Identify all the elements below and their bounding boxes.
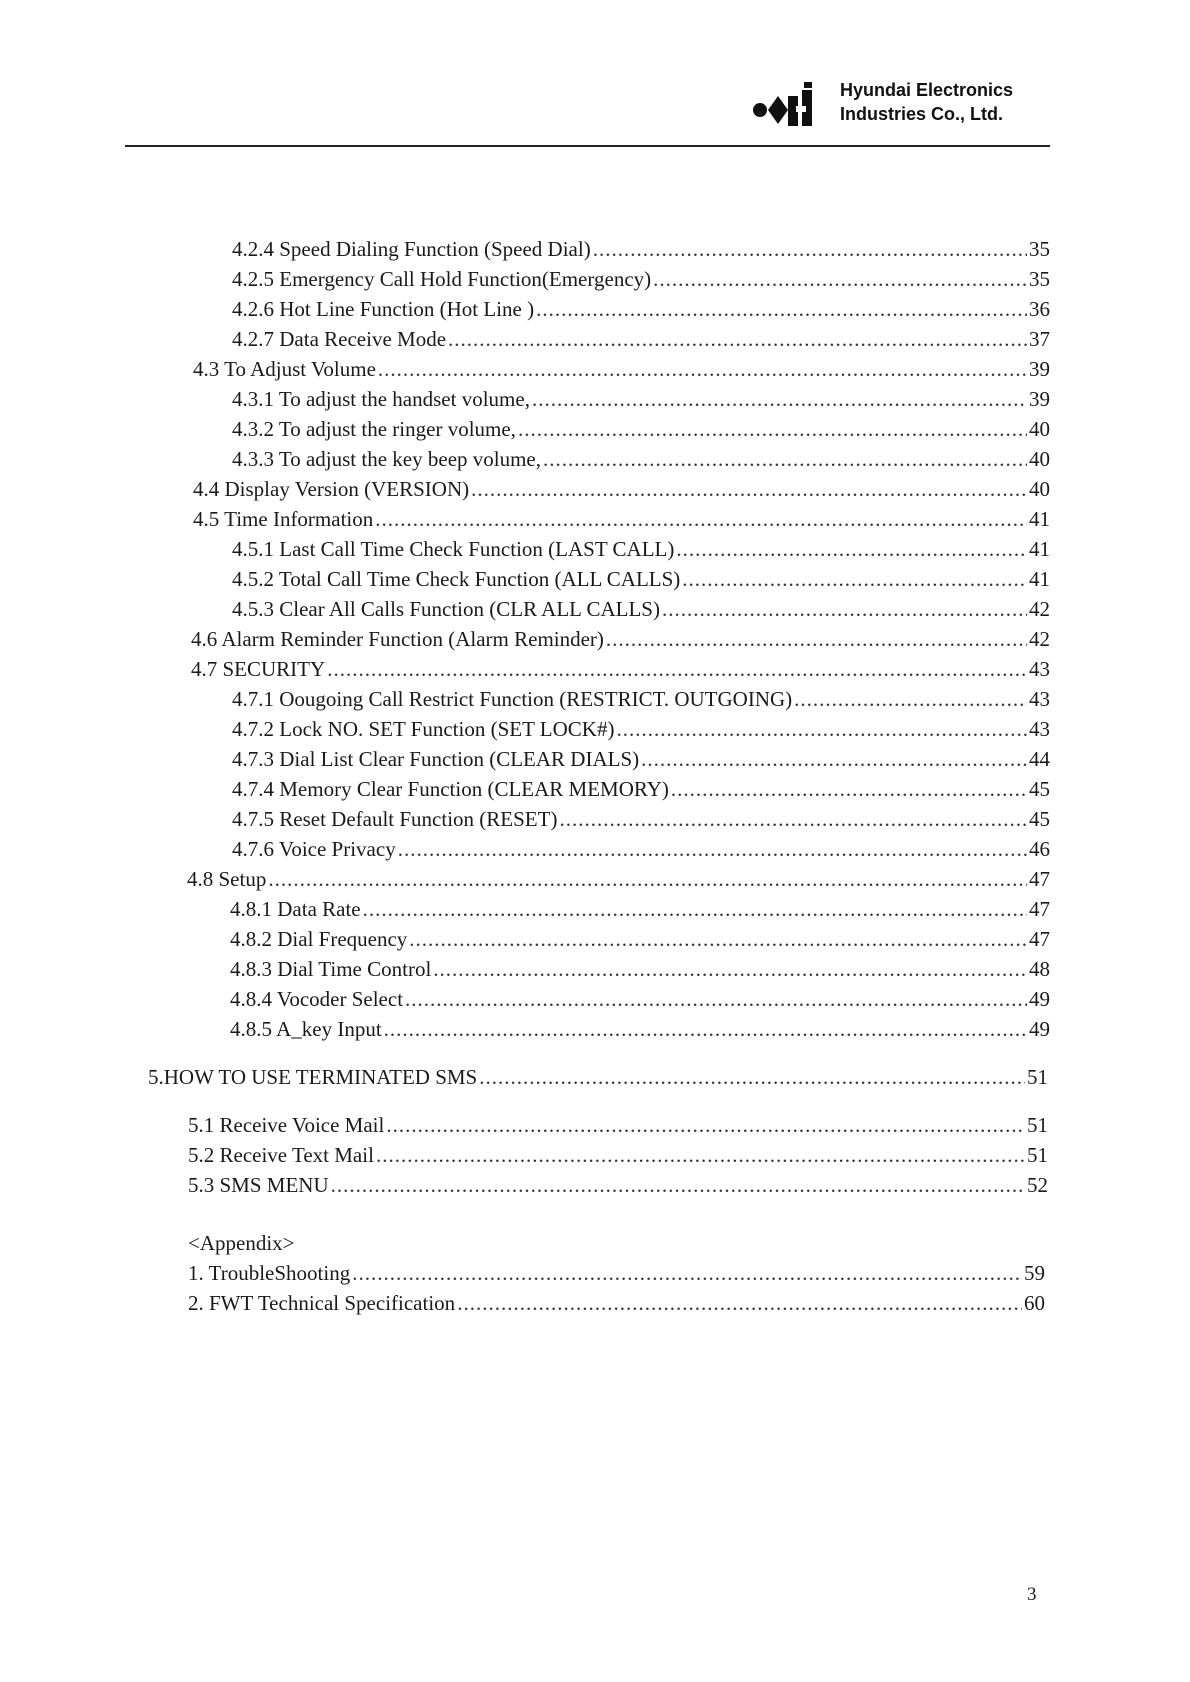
toc-entry-page: 39 xyxy=(1029,387,1050,411)
toc-entry-page: 47 xyxy=(1029,927,1050,951)
toc-entry-label: 4.8.3 Dial Time Control xyxy=(230,957,432,981)
dot-leader xyxy=(682,566,1027,592)
toc-entry xyxy=(232,836,1050,862)
toc-entry-label: 4.3.2 To adjust the ringer volume, xyxy=(232,417,516,441)
appendix-heading: <Appendix> xyxy=(188,1231,295,1255)
toc-entry xyxy=(230,956,1050,982)
toc-entry xyxy=(187,866,1050,892)
toc-entry xyxy=(232,686,1050,712)
toc-entry-page: 47 xyxy=(1029,897,1050,921)
toc-entry-page: 43 xyxy=(1029,687,1050,711)
dot-leader xyxy=(398,836,1027,862)
dot-leader xyxy=(405,986,1027,1012)
toc-entry xyxy=(232,236,1050,262)
toc-entry-page: 37 xyxy=(1029,327,1050,351)
toc-entry-page: 41 xyxy=(1029,537,1050,561)
toc-entry xyxy=(193,476,1050,502)
dot-leader xyxy=(378,356,1027,382)
appendix-entry-page: 59 xyxy=(1024,1261,1045,1285)
toc-entry-page: 45 xyxy=(1029,777,1050,801)
toc-entry-label: 4.7.1 Oougoing Call Restrict Function (RESTRICT. OUTGOING) xyxy=(232,687,793,711)
dot-leader xyxy=(653,266,1027,292)
toc-entry-page: 41 xyxy=(1029,507,1050,531)
toc-entry-label: 4.5.3 Clear All Calls Function (CLR ALL CALLS) xyxy=(232,597,660,621)
dot-leader xyxy=(331,1172,1025,1198)
toc-entry xyxy=(232,806,1050,832)
toc-entry-page: 44 xyxy=(1029,747,1050,771)
toc-entry-label: 5.1 Receive Voice Mail xyxy=(188,1113,385,1137)
toc-entry-label: 4.2.7 Data Receive Mode xyxy=(232,327,447,351)
dot-leader xyxy=(559,806,1027,832)
dot-leader xyxy=(363,896,1027,922)
toc-entry-label: 4.3.3 To adjust the key beep volume, xyxy=(232,447,542,471)
toc-entry-label: 4.3.1 To adjust the handset volume, xyxy=(232,387,530,411)
toc-entry-label: 4.8.1 Data Rate xyxy=(230,897,361,921)
appendix-entry xyxy=(188,1260,1045,1286)
appendix-entry-label: 2. FWT Technical Specification xyxy=(188,1291,456,1315)
toc-entry-page: 48 xyxy=(1029,957,1050,981)
toc-entry xyxy=(191,626,1050,652)
toc-entry xyxy=(188,1142,1048,1168)
toc-entry xyxy=(193,506,1050,532)
toc-entry-page: 40 xyxy=(1029,417,1050,441)
dot-leader xyxy=(676,536,1027,562)
toc-entry-page: 40 xyxy=(1029,447,1050,471)
toc-entry-page: 51 xyxy=(1027,1065,1048,1089)
dot-leader xyxy=(593,236,1027,262)
toc-entry-label: 5.HOW TO USE TERMINATED SMS xyxy=(148,1065,478,1089)
toc-entry-page: 42 xyxy=(1029,597,1050,621)
company-name-line2: Industries Co., Ltd. xyxy=(840,104,1004,124)
toc-entry xyxy=(188,1172,1048,1198)
toc-entry xyxy=(191,656,1050,682)
toc-entry-page: 49 xyxy=(1029,1017,1050,1041)
toc-entry-label: 4.4 Display Version (VERSION) xyxy=(193,477,470,501)
toc-entry-label: 4.7.6 Voice Privacy xyxy=(232,837,396,861)
dot-leader xyxy=(386,1112,1025,1138)
dot-leader xyxy=(794,686,1027,712)
toc-entry-label: 4.2.6 Hot Line Function (Hot Line ) xyxy=(232,297,535,321)
dot-leader xyxy=(375,506,1027,532)
dot-leader xyxy=(536,296,1027,322)
toc-entry-page: 49 xyxy=(1029,987,1050,1011)
dot-leader xyxy=(518,416,1027,442)
toc-entry xyxy=(232,566,1050,592)
dot-leader xyxy=(433,956,1027,982)
dot-leader xyxy=(384,1016,1027,1042)
toc-entry-label: 5.3 SMS MENU xyxy=(188,1173,329,1197)
toc-entry xyxy=(188,1112,1048,1138)
dot-leader xyxy=(352,1260,1022,1286)
toc-entry-label: 4.5.2 Total Call Time Check Function (ALL CALLS) xyxy=(232,567,681,591)
toc-entry-label: 4.7.3 Dial List Clear Function (CLEAR DIALS) xyxy=(232,747,640,771)
company-logo xyxy=(752,80,820,132)
toc-entry xyxy=(232,326,1050,352)
toc-entry-page: 36 xyxy=(1029,297,1050,321)
toc-entry-page: 35 xyxy=(1029,237,1050,261)
header-rule xyxy=(125,145,1050,147)
toc-entry-page: 35 xyxy=(1029,267,1050,291)
toc-entry xyxy=(232,296,1050,322)
toc-entry-label: 4.6 Alarm Reminder Function (Alarm Reminder) xyxy=(191,627,604,651)
toc-entry-label: 4.8 Setup xyxy=(187,867,267,891)
toc-entry-label: 4.7.5 Reset Default Function (RESET) xyxy=(232,807,558,831)
company-name-line1: Hyundai Electronics xyxy=(840,80,1014,100)
toc-entry xyxy=(230,926,1050,952)
dot-leader xyxy=(662,596,1027,622)
toc-entry xyxy=(232,266,1050,292)
dot-leader xyxy=(471,476,1027,502)
toc-entry xyxy=(230,896,1050,922)
toc-entry-label: 4.8.4 Vocoder Select xyxy=(230,987,404,1011)
toc-entry xyxy=(232,716,1050,742)
toc-entry xyxy=(232,446,1050,472)
appendix-entry xyxy=(188,1290,1045,1316)
toc-entry xyxy=(232,386,1050,412)
appendix-entry-label: 1. TroubleShooting xyxy=(188,1261,351,1285)
toc-entry-page: 51 xyxy=(1027,1113,1048,1137)
dot-leader xyxy=(606,626,1027,652)
toc-entry-page: 46 xyxy=(1029,837,1050,861)
toc-entry-label: 4.7.4 Memory Clear Function (CLEAR MEMORY) xyxy=(232,777,669,801)
toc-entry xyxy=(232,416,1050,442)
toc-entry-page: 41 xyxy=(1029,567,1050,591)
toc-entry xyxy=(232,536,1050,562)
toc-entry xyxy=(232,776,1050,802)
toc-entry-page: 47 xyxy=(1029,867,1050,891)
dot-leader xyxy=(671,776,1027,802)
dot-leader xyxy=(641,746,1027,772)
toc-entry-label: 4.2.4 Speed Dialing Function (Speed Dial) xyxy=(232,237,591,261)
dot-leader xyxy=(616,716,1027,742)
toc-entry-label: 4.5 Time Information xyxy=(193,507,374,531)
toc-entry-page: 40 xyxy=(1029,477,1050,501)
dot-leader xyxy=(327,656,1027,682)
toc-entry xyxy=(232,746,1050,772)
dot-leader xyxy=(543,446,1027,472)
dot-leader xyxy=(532,386,1027,412)
dot-leader xyxy=(457,1290,1022,1316)
toc-entry-page: 43 xyxy=(1029,717,1050,741)
toc-entry xyxy=(148,1064,1048,1090)
toc-entry-page: 45 xyxy=(1029,807,1050,831)
toc-entry-label: 4.2.5 Emergency Call Hold Function(Emergency) xyxy=(232,267,652,291)
toc-entry xyxy=(230,1016,1050,1042)
dot-leader xyxy=(448,326,1027,352)
page-header xyxy=(0,0,1190,150)
company-name xyxy=(840,78,1013,126)
toc-entry-page: 39 xyxy=(1029,357,1050,381)
toc-entry-label: 5.2 Receive Text Mail xyxy=(188,1143,374,1167)
toc-entry-label: 4.3 To Adjust Volume xyxy=(193,357,376,381)
toc-entry xyxy=(232,596,1050,622)
toc-entry-page: 43 xyxy=(1029,657,1050,681)
toc-entry-page: 42 xyxy=(1029,627,1050,651)
page-number: 3 xyxy=(1027,1584,1037,1605)
toc-entry-label: 4.8.5 A_key Input xyxy=(230,1017,382,1041)
toc-entry xyxy=(230,986,1050,1012)
appendix-entry-page: 60 xyxy=(1024,1291,1045,1315)
toc-entry-page: 51 xyxy=(1027,1143,1048,1167)
toc-entry-label: 4.7.2 Lock NO. SET Function (SET LOCK#) xyxy=(232,717,615,741)
toc-entry-label: 4.7 SECURITY xyxy=(191,657,326,681)
dot-leader xyxy=(409,926,1027,952)
dot-leader xyxy=(268,866,1027,892)
dot-leader xyxy=(376,1142,1025,1168)
toc-entry-label: 4.8.2 Dial Frequency xyxy=(230,927,408,951)
toc-entry-label: 4.5.1 Last Call Time Check Function (LAST CALL) xyxy=(232,537,675,561)
dot-leader xyxy=(479,1064,1025,1090)
toc-entry xyxy=(193,356,1050,382)
toc-entry-page: 52 xyxy=(1027,1173,1048,1197)
